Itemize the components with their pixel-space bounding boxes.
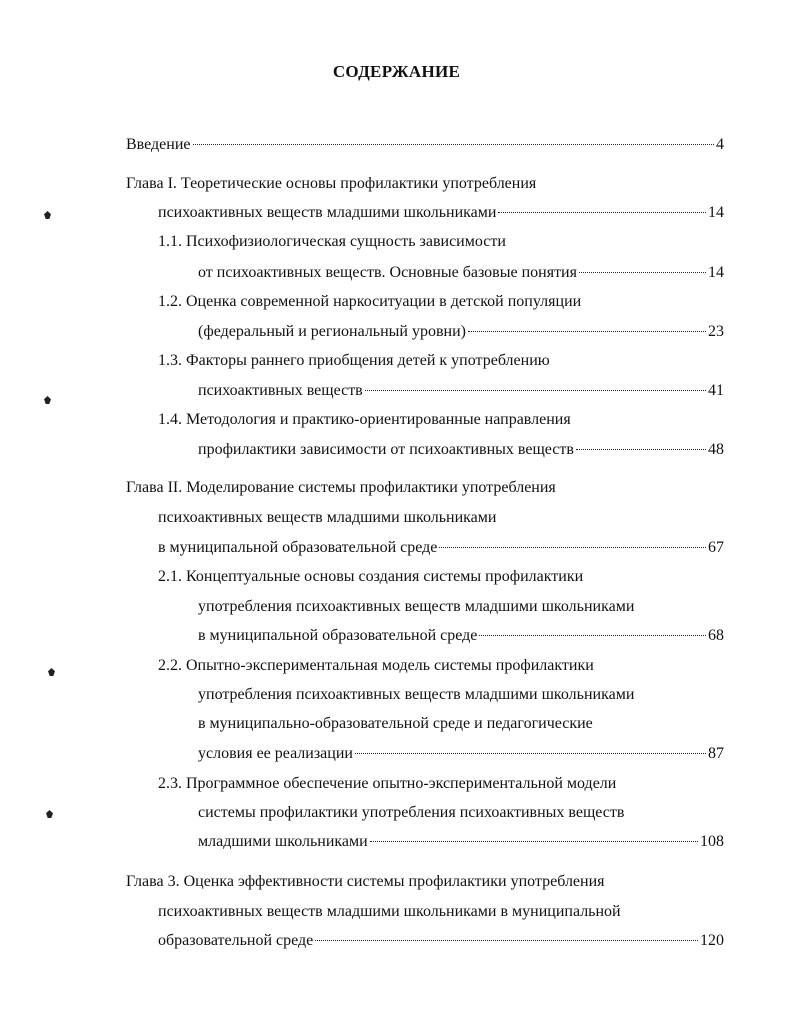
toc-entry-text: психоактивных веществ xyxy=(198,382,363,399)
page-title: СОДЕРЖАНИЕ xyxy=(332,62,461,81)
dot-leader xyxy=(479,635,706,636)
toc-entry-section-2-2 xyxy=(198,743,724,765)
section-1-1-line1: 1.1. Психофизиологическая сущность зависимости xyxy=(158,233,506,250)
chapter-3-title-line1: Глава 3. Оценка эффективности системы профилактики употребления xyxy=(126,873,605,890)
toc-entry-section-2-3 xyxy=(198,831,724,853)
toc-page-number: 120 xyxy=(700,932,724,949)
toc-page-number: 108 xyxy=(700,833,724,850)
chapter-3-title-line2: психоактивных веществ младшими школьниками в муниципальной xyxy=(158,903,621,920)
dot-leader xyxy=(498,212,706,213)
chapter-1-title-line1: Глава I. Теоретические основы профилактики употребления xyxy=(126,175,537,192)
toc-entry-section-2-1 xyxy=(198,625,724,647)
dot-leader xyxy=(193,144,715,145)
section-2-1-line1: 2.1. Концептуальные основы создания системы профилактики xyxy=(158,568,584,585)
section-1-2-line1: 1.2. Оценка современной наркоситуации в детской популяции xyxy=(158,293,582,310)
toc-page-number: 4 xyxy=(716,136,724,153)
toc-entry-section-1-4 xyxy=(198,439,724,461)
toc-page-number: 48 xyxy=(708,441,724,458)
section-2-2-line1: 2.2. Опытно-экспериментальная модель системы профилактики xyxy=(158,657,594,674)
section-1-3-line1: 1.3. Факторы раннего приобщения детей к употреблению xyxy=(158,352,550,369)
toc-entry-section-1-2 xyxy=(198,321,724,343)
toc-page-number: 23 xyxy=(708,323,724,340)
scan-speck-mark xyxy=(48,668,55,676)
dot-leader xyxy=(370,841,698,842)
toc-entry-chapter-3 xyxy=(158,930,724,952)
section-2-1-line2: употребления психоактивных веществ младшими школьниками xyxy=(198,598,635,615)
section-2-3-line1: 2.3. Программное обеспечение опытно-экспериментальной модели xyxy=(158,775,617,792)
toc-page-number: 14 xyxy=(708,264,724,281)
chapter-2-title-line2: психоактивных веществ младшими школьниками xyxy=(158,509,497,526)
toc-page-number: 67 xyxy=(708,539,724,556)
toc-entry-section-1-3 xyxy=(198,380,724,402)
chapter-2-title-line1: Глава II. Моделирование системы профилактики употребления xyxy=(126,479,556,496)
section-2-2-line3: в муниципально-образовательной среде и педагогические xyxy=(198,715,593,732)
scan-speck-mark xyxy=(44,396,51,404)
scan-speck-mark xyxy=(46,810,53,818)
toc-entry-chapter-1 xyxy=(158,202,724,224)
toc-entry-text: профилактики зависимости от психоактивных веществ xyxy=(198,441,574,458)
toc-entry-text: (федеральный и региональный уровни) xyxy=(198,323,466,340)
section-2-2-line2: употребления психоактивных веществ младшими школьниками xyxy=(198,686,635,703)
section-2-3-line2: системы профилактики употребления психоактивных веществ xyxy=(198,804,625,821)
toc-entry-text: от психоактивных веществ. Основные базовые понятия xyxy=(198,264,577,281)
toc-entry-chapter-2 xyxy=(158,537,724,559)
toc-entry-text: условия ее реализации xyxy=(198,745,353,762)
toc-entry-text: Введение xyxy=(126,136,191,153)
toc-page-number: 87 xyxy=(708,745,724,762)
dot-leader xyxy=(365,390,706,391)
toc-entry-text: младшими школьниками xyxy=(198,833,368,850)
toc-entry-text: в муниципальной образовательной среде xyxy=(158,539,438,556)
toc-entry-section-1-1 xyxy=(198,262,724,284)
toc-entry-text: психоактивных веществ младшими школьниками xyxy=(158,204,497,221)
dot-leader xyxy=(439,547,706,548)
toc-page-number: 68 xyxy=(708,627,724,644)
dot-leader xyxy=(576,449,706,450)
toc-entry-text: образовательной среде xyxy=(158,932,314,949)
section-1-4-line1: 1.4. Методология и практико-ориентированные направления xyxy=(158,411,571,428)
toc-entry-intro xyxy=(126,134,724,156)
toc-entry-text: в муниципальной образовательной среде xyxy=(198,627,478,644)
toc-page-number: 14 xyxy=(708,204,724,221)
dot-leader xyxy=(355,753,706,754)
scan-speck-mark xyxy=(44,211,51,219)
dot-leader xyxy=(468,331,706,332)
toc-page-number: 41 xyxy=(708,382,724,399)
dot-leader xyxy=(315,940,698,941)
dot-leader xyxy=(579,272,706,273)
